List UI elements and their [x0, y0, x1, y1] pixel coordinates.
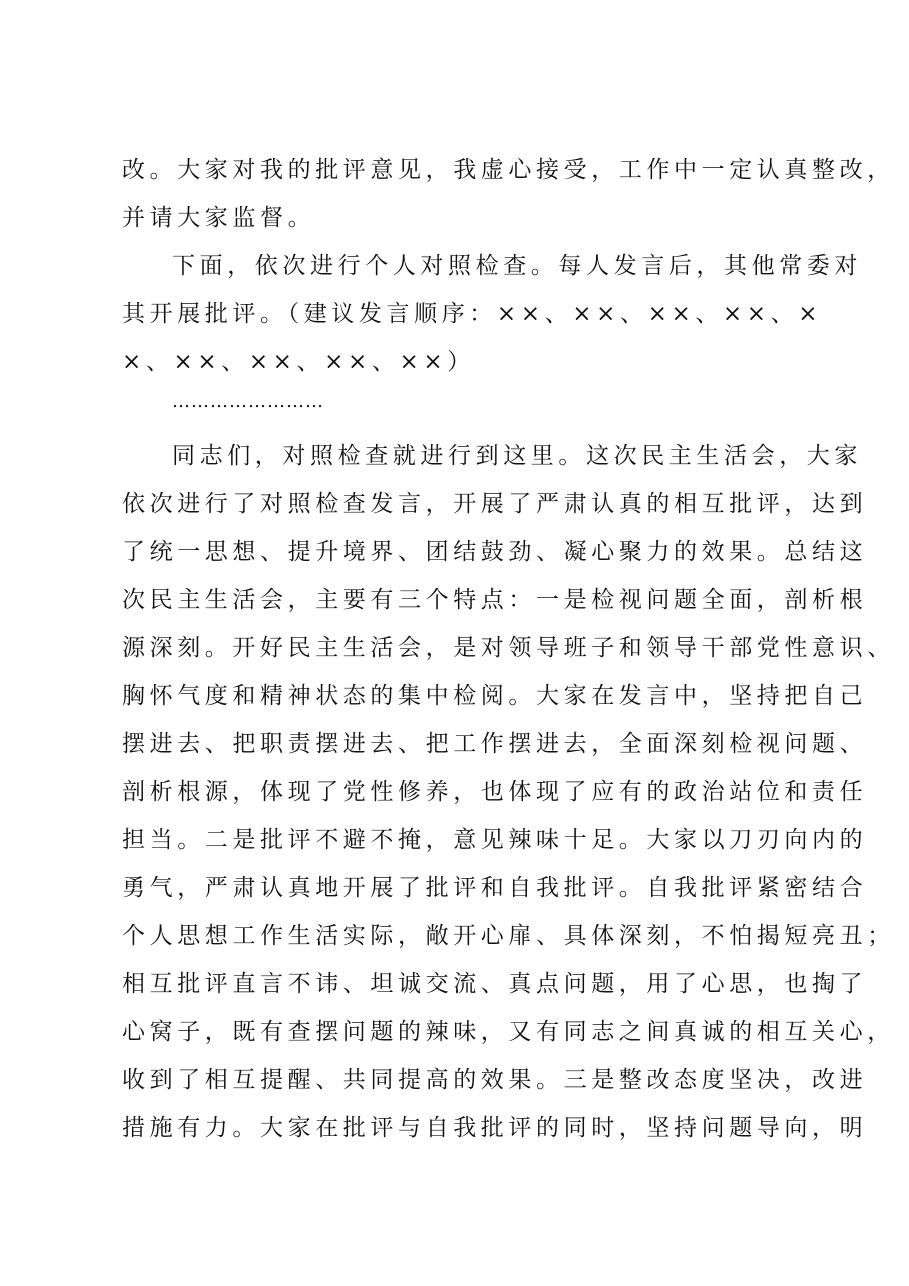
text-line-12: 胸怀气度和精神状态的集中检阅。大家在发言中，坚持把自己 — [122, 683, 868, 709]
text-line-17: 个人思想工作生活实际，敞开心扉、具体深刻，不怕揭短亮丑； — [122, 923, 895, 949]
text-line-14: 剖析根源，体现了党性修养，也体现了应有的政治站位和责任 — [122, 779, 868, 805]
text-line-20: 收到了相互提醒、共同提高的效果。三是整改态度坚决，改进 — [122, 1067, 868, 1093]
text-line-13: 摆进去、把职责摆进去、把工作摆进去，全面深刻检视问题、 — [122, 731, 868, 757]
text-line-11: 源深刻。开好民主生活会，是对领导班子和领导干部党性意识、 — [122, 635, 895, 661]
text-line-2: 并请大家监督。 — [122, 205, 316, 231]
text-line-15: 担当。二是批评不避不掩，意见辣味十足。大家以刀刃向内的 — [122, 827, 868, 853]
text-line-1: 改。大家对我的批评意见，我虚心接受，工作中一定认真整改， — [122, 157, 895, 183]
text-line-8: 依次进行了对照检查发言，开展了严肃认真的相互批评，达到 — [122, 491, 868, 517]
text-line-3: 下面，依次进行个人对照检查。每人发言后，其他常委对 — [172, 253, 862, 279]
text-line-10: 次民主生活会，主要有三个特点：一是检视问题全面，剖析根 — [122, 587, 868, 613]
text-line-19: 心窝子，既有查摆问题的辣味，又有同志之间真诚的相互关心， — [122, 1019, 895, 1045]
text-line-4: 其开展批评。（建议发言顺序：××、××、××、××、× — [122, 301, 823, 327]
text-line-16: 勇气，严肃认真地开展了批评和自我批评。自我批评紧密结合 — [122, 875, 868, 901]
text-line-7: 同志们，对照检查就进行到这里。这次民主生活会，大家 — [172, 443, 862, 469]
ellipsis-separator: …………………… — [172, 391, 324, 412]
text-line-5: ×、××、××、××、××） — [122, 349, 475, 375]
text-line-21: 措施有力。大家在批评与自我批评的同时，坚持问题导向，明 — [122, 1115, 868, 1141]
text-line-9: 了统一思想、提升境界、团结鼓劲、凝心聚力的效果。总结这 — [122, 539, 868, 565]
text-line-18: 相互批评直言不讳、坦诚交流、真点问题，用了心思，也掏了 — [122, 971, 868, 997]
